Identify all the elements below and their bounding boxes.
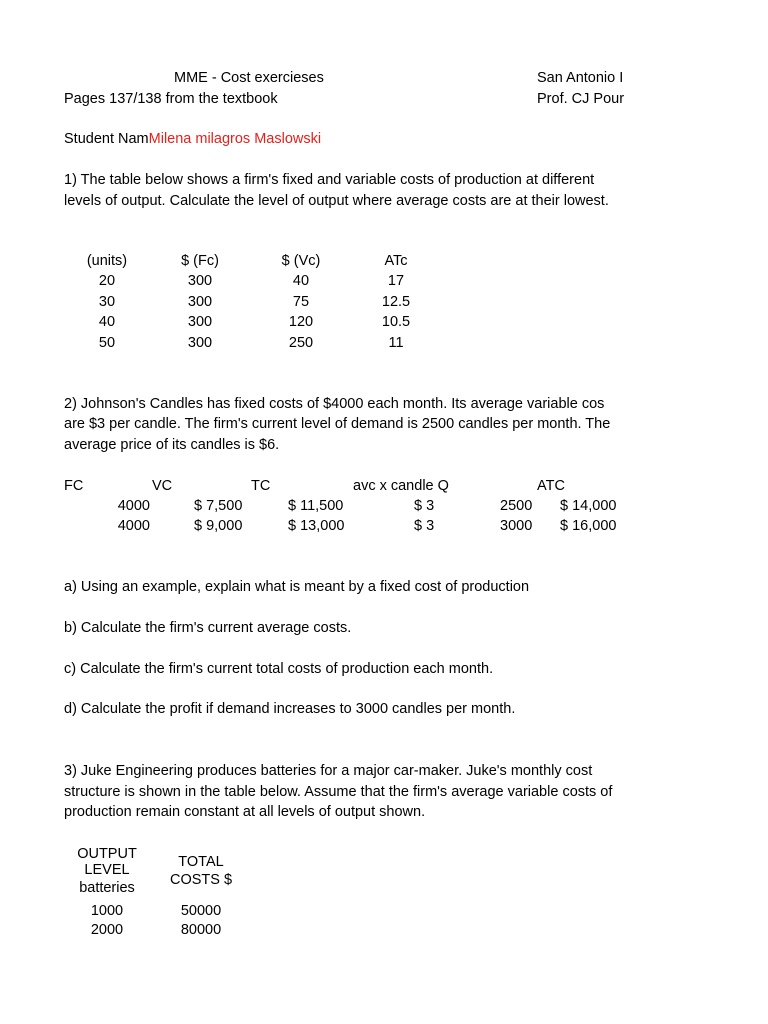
q1-cell: 75 bbox=[292, 294, 310, 310]
q1-cell: 20 bbox=[98, 273, 116, 289]
q3-cell: 80000 bbox=[180, 922, 222, 938]
q2-header-atc: ATC bbox=[537, 478, 565, 494]
student-name-row bbox=[64, 130, 321, 148]
q2-cell: 3000 bbox=[500, 518, 533, 534]
q3-header-costs-2: COSTS $ bbox=[169, 872, 233, 888]
question-2-text: are $3 per candle. The firm's current level of demand is 2500 candles per month. The average price of its candles is $6. bbox=[64, 416, 611, 453]
document-source: Pages 137/138 from the textbook bbox=[64, 91, 278, 107]
q3-header-output-1: OUTPUT bbox=[77, 846, 137, 862]
q1-header-vc: $ (Vc) bbox=[281, 253, 321, 269]
q1-cell: 120 bbox=[288, 314, 314, 330]
q2-cell: $ 13,000 bbox=[288, 518, 345, 534]
q1-cell: 40 bbox=[98, 314, 116, 330]
q2-cell: $ 3 bbox=[414, 518, 435, 534]
q1-cell: 300 bbox=[187, 335, 213, 351]
q1-header-atc: ATc bbox=[384, 253, 408, 269]
q1-cell: 300 bbox=[187, 314, 213, 330]
q3-header-output-3: batteries bbox=[79, 880, 135, 896]
q1-cell: 40 bbox=[292, 273, 310, 289]
q2-cell: 4000 bbox=[117, 518, 150, 534]
q2-header-avc: avc x candle Q bbox=[353, 478, 449, 494]
q2-cell: $ 7,500 bbox=[194, 498, 243, 514]
q1-cell: 250 bbox=[288, 335, 314, 351]
q2-cell: $ 16,000 bbox=[560, 518, 617, 534]
q1-cell: 30 bbox=[98, 294, 116, 310]
document-title: MME - Cost exercieses bbox=[174, 70, 324, 86]
q2-cell: $ 9,000 bbox=[194, 518, 243, 534]
q3-cell: 1000 bbox=[90, 903, 124, 919]
question-2b: b) Calculate the firm's current average costs. bbox=[64, 620, 352, 636]
q2-cell: $ 11,500 bbox=[288, 498, 344, 514]
q1-cell: 300 bbox=[187, 273, 213, 289]
teacher-name: Prof. CJ Pour bbox=[537, 91, 625, 107]
q1-cell: 300 bbox=[187, 294, 213, 310]
q3-header-costs-1: TOTAL bbox=[178, 854, 224, 870]
q2-header-fc: FC bbox=[64, 478, 84, 494]
q1-header-units: (units) bbox=[86, 253, 128, 269]
student-label: Student Nam bbox=[64, 131, 149, 147]
q1-cell: 50 bbox=[98, 335, 116, 351]
question-1-text: 1) The table below shows a firm's fixed and variable costs of production at different levels of output. Calculate the level of output where average costs are at their lowest. bbox=[64, 172, 609, 209]
q2-cell: $ 3 bbox=[414, 498, 435, 514]
question-2c: c) Calculate the firm's current total costs of production each month. bbox=[64, 661, 494, 677]
q2-cell: $ 14,000 bbox=[560, 498, 617, 514]
q1-cell: 11 bbox=[388, 335, 404, 351]
q2-cell: 2500 bbox=[500, 498, 533, 514]
question-2-text-line1: 2) Johnson's Candles has fixed costs of $4000 each month. Its average variable cos bbox=[64, 396, 605, 412]
q2-header-tc: TC bbox=[251, 478, 271, 494]
q3-header-output-2: LEVEL bbox=[84, 862, 130, 878]
q2-header-vc: VC bbox=[152, 478, 173, 494]
question-3-text: 3) Juke Engineering produces batteries for a major car-maker. Juke's monthly cost structure is shown in the table below. Assume that the firm's average variable costs of production remain constant at all levels of output shown. bbox=[64, 763, 613, 820]
school-name: San Antonio I bbox=[537, 70, 624, 86]
q3-cell: 50000 bbox=[180, 903, 222, 919]
student-name: Milena milagros Maslowski bbox=[148, 131, 322, 147]
q2-cell: 4000 bbox=[117, 498, 150, 514]
q3-cell: 2000 bbox=[90, 922, 124, 938]
q1-cell: 12.5 bbox=[381, 294, 411, 310]
q1-cell: 10.5 bbox=[381, 314, 411, 330]
question-2a: a) Using an example, explain what is meant by a fixed cost of production bbox=[64, 579, 530, 595]
q1-header-fc: $ (Fc) bbox=[181, 253, 219, 269]
q1-cell: 17 bbox=[387, 273, 405, 289]
question-2d: d) Calculate the profit if demand increases to 3000 candles per month. bbox=[64, 701, 516, 717]
